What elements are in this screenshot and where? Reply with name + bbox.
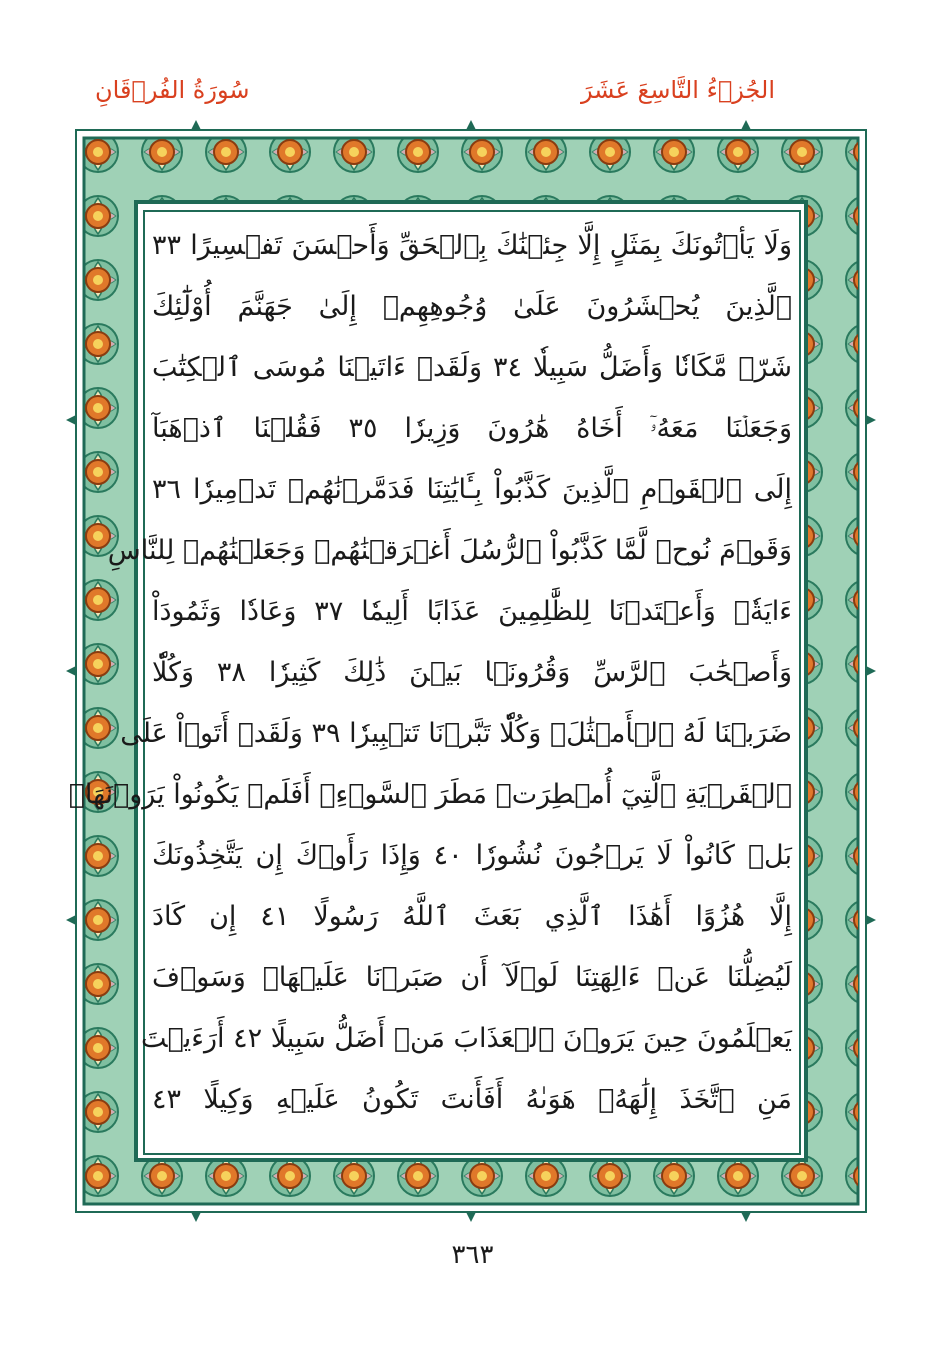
text-line: إِلَّا هُزُوًا أَهَٰذَا ٱلَّذِي بَعَثَ ٱللَّهُ رَسُولًا ٤١ إِن كَادَ	[152, 901, 792, 932]
text-line: ٱلۡقَرۡيَةِ ٱلَّتِيٓ أُمۡطِرَتۡ مَطَرَ ٱلسَّوۡءِۚ أَفَلَمۡ يَكُونُواْ يَرَوۡنَهَاۚ	[68, 779, 792, 810]
page-number: ٣٦٣	[451, 1240, 494, 1270]
juz-title: الجُزۡءُ التَّاسِعَ عَشَرَ	[580, 76, 775, 104]
text-line: إِلَى ٱلۡقَوۡمِ ٱلَّذِينَ كَذَّبُواْ بِـَٔايَٰتِنَا فَدَمَّرۡنَٰهُمۡ تَدۡمِيرٗا ٣٦	[152, 474, 792, 505]
text-line: لَيُضِلُّنَا عَنۡ ءَالِهَتِنَا لَوۡلَآ أَن صَبَرۡنَا عَلَيۡهَاۚ وَسَوۡفَ	[152, 962, 792, 993]
text-line: مَنِ ٱتَّخَذَ إِلَٰهَهُۥ هَوَىٰهُ أَفَأَنتَ تَكُونُ عَلَيۡهِ وَكِيلًا ٤٣	[152, 1084, 792, 1115]
text-line: وَجَعَلۡنَا مَعَهُۥٓ أَخَاهُ هَٰرُونَ وَزِيرٗا ٣٥ فَقُلۡنَا ٱذۡهَبَآ	[152, 413, 793, 444]
quran-text	[68, 222, 793, 1142]
text-line: وَقَوۡمَ نُوحٖ لَّمَّا كَذَّبُواْ ٱلرُّسُلَ أَغۡرَقۡنَٰهُمۡ وَجَعَلۡنَٰهُمۡ لِلنَّاسِ	[107, 535, 792, 566]
text-line: ءَايَةٗۖ وَأَعۡتَدۡنَا لِلظَّٰلِمِينَ عَذَابًا أَلِيمٗا ٣٧ وَعَادٗا وَثَمُودَاْ	[152, 596, 793, 627]
text-line: بَلۡ كَانُواْ لَا يَرۡجُونَ نُشُورٗا ٤٠ وَإِذَا رَأَوۡكَ إِن يَتَّخِذُونَكَ	[152, 840, 792, 871]
text-line: وَأَصۡحَٰبَ ٱلرَّسِّ وَقُرُونَۢا بَيۡنَ ذَٰلِكَ كَثِيرٗا ٣٨ وَكُلّٗا	[152, 657, 792, 688]
surah-title: سُورَةُ الفُرۡقَانِ	[95, 76, 250, 104]
text-line: ضَرَبۡنَا لَهُ ٱلۡأَمۡثَٰلَۖ وَكُلّٗا تَبَّرۡنَا تَتۡبِيرٗا ٣٩ وَلَقَدۡ أَتَوۡاْ عَلَى	[120, 718, 792, 749]
text-line: وَلَا يَأۡتُونَكَ بِمَثَلٍ إِلَّا جِئۡنَٰكَ بِٱلۡحَقِّ وَأَحۡسَنَ تَفۡسِيرًا ٣٣	[152, 230, 792, 261]
text-line: ٱلَّذِينَ يُحۡشَرُونَ عَلَىٰ وُجُوهِهِمۡ إِلَىٰ جَهَنَّمَ أُوْلَٰٓئِكَ	[152, 291, 792, 322]
text-line: شَرّٞ مَّكَانٗا وَأَضَلُّ سَبِيلٗا ٣٤ وَلَقَدۡ ءَاتَيۡنَا مُوسَى ٱلۡكِتَٰبَ	[152, 352, 792, 383]
text-line: يَعۡلَمُونَ حِينَ يَرَوۡنَ ٱلۡعَذَابَ مَنۡ أَضَلُّ سَبِيلًا ٤٢ أَرَءَيۡتَ	[141, 1023, 792, 1054]
page-header	[95, 70, 775, 110]
